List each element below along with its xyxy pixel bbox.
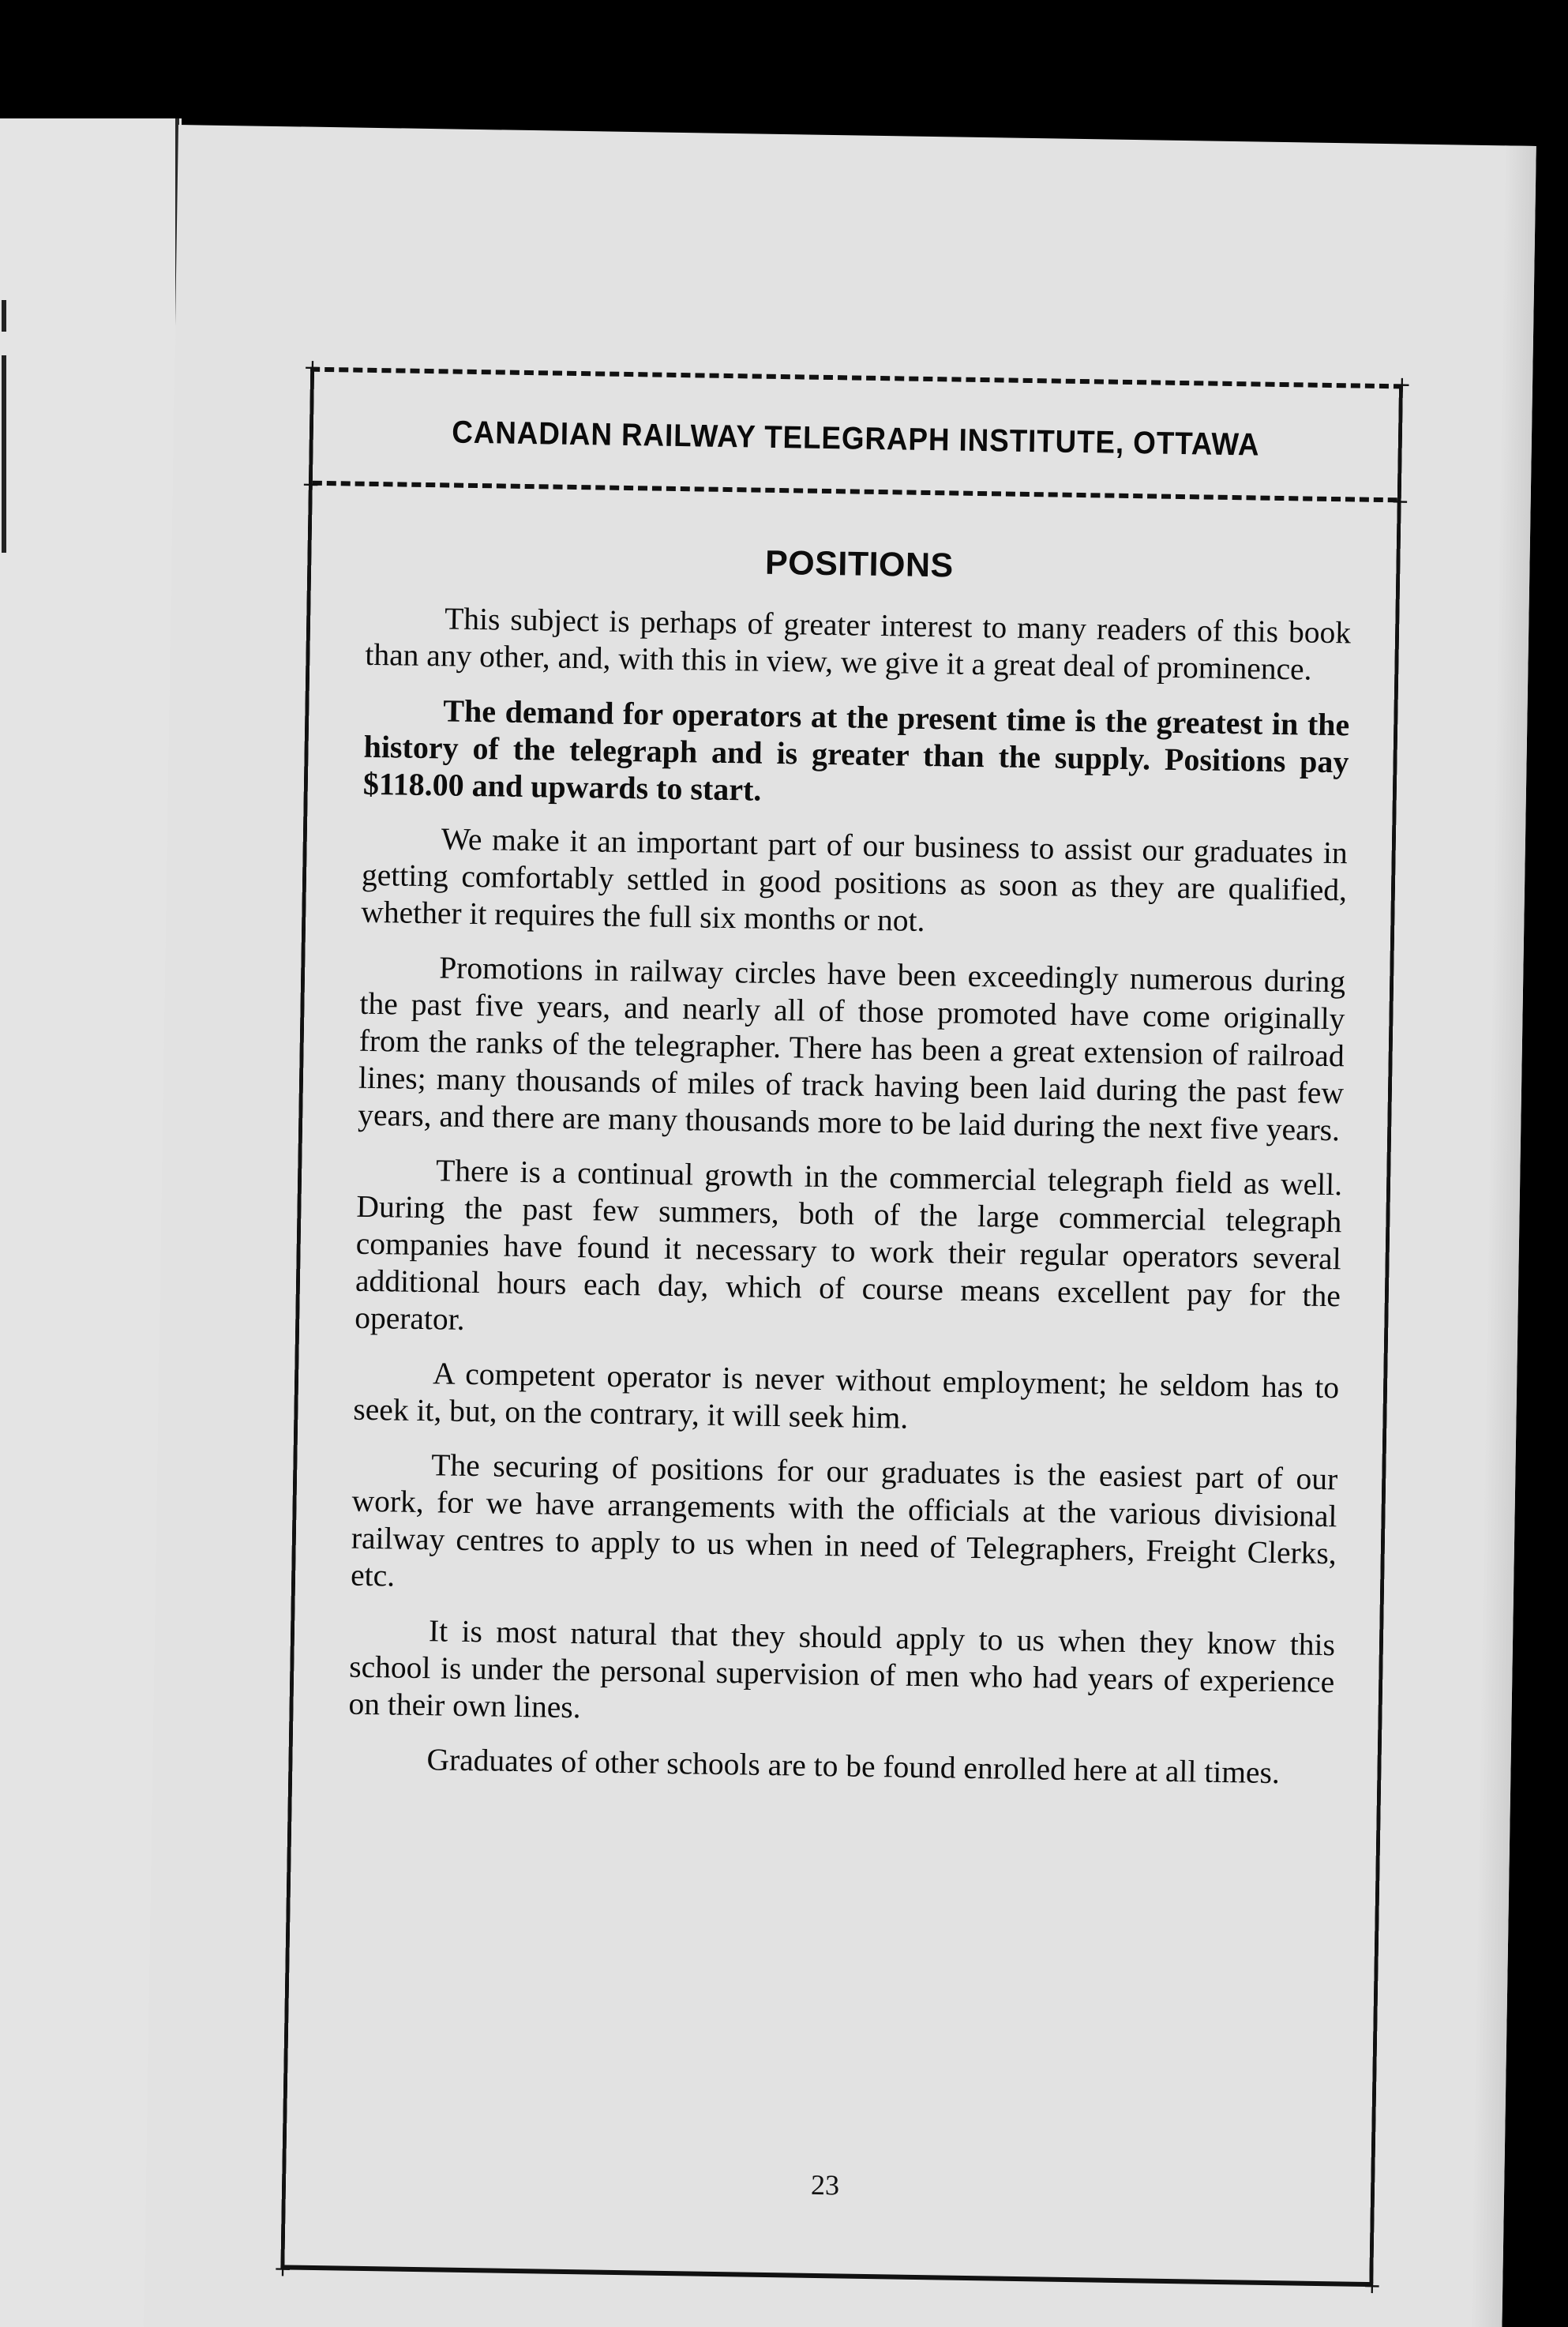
frame-corner-ornament: + — [1392, 371, 1412, 398]
body-paragraph: Graduates of other schools are to be found enrolled here at all times. — [426, 1742, 1281, 1791]
body-paragraph: A competent operator is never without employment; he seldom has to seek it, but, on the contrary, it will seek him. — [353, 1356, 1340, 1436]
frame-corner-ornament: + — [301, 471, 321, 497]
facing-page-mark — [2, 355, 6, 553]
frame-corner-ornament: + — [1362, 2272, 1382, 2299]
body-paragraph: This subject is perhaps of greater interest to many readers of this book than any other, and, with this in view, we give it a great deal of prominence. — [365, 601, 1352, 687]
institute-title: CANADIAN RAILWAY TELEGRAPH INSTITUTE, OTTAWA — [451, 415, 1260, 463]
page-content — [347, 539, 1352, 1810]
paragraph-list — [347, 599, 1351, 1792]
page-edge-shadow — [1470, 145, 1536, 2327]
frame-corner-ornament: + — [1390, 488, 1410, 515]
body-paragraph: We make it an important part of our business to assist our graduates in getting comfortably settled in good positions as soon as they are qualified, whether it requires the full six months or not. — [361, 821, 1349, 938]
body-paragraph: It is most natural that they should apply to us when they know this school is under the personal supervision of men who had years of experience on their own lines. — [348, 1613, 1336, 1725]
page-number: 23 — [810, 2168, 840, 2201]
body-paragraph: The securing of positions for our graduates is the easiest part of our work, for we have arrangements with the officials at the various divisional railway centres to apply to us when in need of Telegraphers, Freight Clerks, etc. — [350, 1447, 1338, 1593]
body-paragraph: Promotions in railway circles have been exceedingly numerous during the past five years, and nearly all of those promoted have come originally from the ranks of the telegrapher. There has been a great extension of railroad lines; many thousands of miles of track having been laid during the past few years, and there are many thousands more to be laid during the next five years. — [357, 950, 1346, 1148]
body-paragraph: The demand for operators at the present time is the greatest in the history of the telegraph and is greater than the supply. Positions pay $118.00 and upwards to start. — [362, 692, 1350, 808]
body-paragraph: There is a continual growth in the commercial telegraph field as well. During the past few summers, both of the large commercial telegraph companies have found it necessary to work their regular operators several additional hours each day, which of course means excellent pay for the operator. — [354, 1153, 1343, 1337]
header-band — [301, 372, 1410, 515]
frame-corner-ornament: + — [273, 2255, 293, 2282]
facing-page-mark — [2, 300, 6, 332]
section-heading: POSITIONS — [764, 543, 955, 585]
page-border-frame — [273, 354, 1412, 2299]
book-page — [144, 125, 1536, 2327]
frame-corner-ornament: + — [302, 354, 322, 381]
